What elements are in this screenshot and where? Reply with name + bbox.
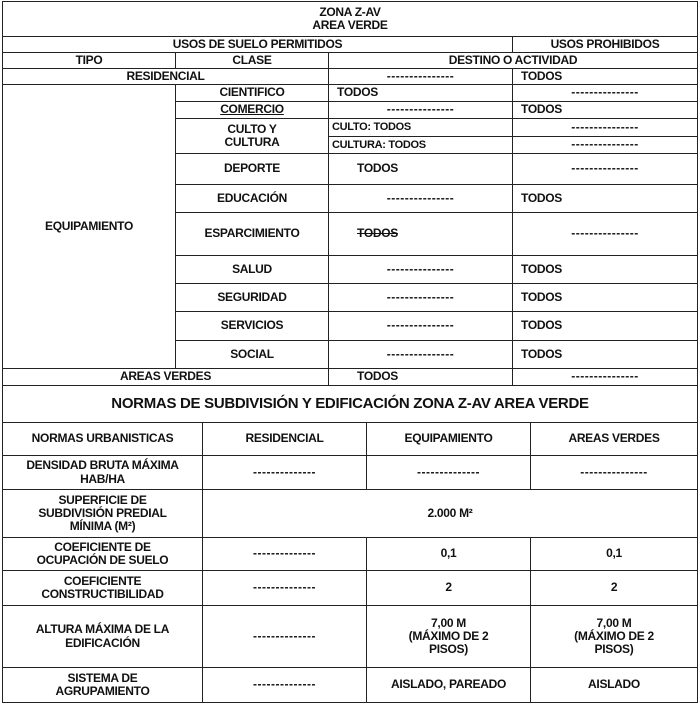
clase-cientifico: CIENTIFICO [175, 84, 329, 102]
salud-permitted: --------------- [328, 255, 513, 284]
norms-header-normas: NORMAS URBANISTICAS [2, 422, 203, 456]
salud-prohibited: TODOS [512, 255, 698, 284]
areas-verdes-permitted: TODOS [328, 368, 513, 386]
agrupamiento-residencial: -------------- [202, 667, 367, 703]
culto-prohibited: --------------- [512, 118, 698, 137]
seguridad-prohibited: TODOS [512, 283, 698, 312]
densidad-equipamiento: -------------- [366, 455, 531, 490]
cos-areas-verdes: 0,1 [530, 537, 698, 571]
agrupamiento-equipamiento: AISLADO, PAREADO [366, 667, 531, 703]
densidad-residencial: -------------- [202, 455, 367, 490]
cientifico-prohibited: --------------- [512, 84, 698, 102]
constructibilidad-residencial: -------------- [202, 570, 367, 606]
cos-residencial: -------------- [202, 537, 367, 571]
equipamiento-label: EQUIPAMIENTO [2, 84, 176, 369]
cientifico-permitted: TODOS [328, 84, 513, 102]
constructibilidad-areas-verdes: 2 [530, 570, 698, 606]
culto-permitted: CULTO: TODOS [328, 118, 513, 137]
social-prohibited: TODOS [512, 340, 698, 369]
agrupamiento-areas-verdes: AISLADO [530, 667, 698, 703]
densidad-areas-verdes: --------------- [530, 455, 698, 490]
altura-label: ALTURA MÁXIMA DE LA EDIFICACIÓN [2, 605, 203, 668]
densidad-label: DENSIDAD BRUTA MÁXIMA HAB/HA [2, 455, 203, 490]
educacion-prohibited: TODOS [512, 184, 698, 213]
comercio-prohibited: TODOS [512, 101, 698, 119]
cultura-prohibited: --------------- [512, 136, 698, 154]
superficie-value: 2.000 M² [202, 489, 698, 538]
areas-verdes-label: AREAS VERDES [2, 368, 329, 386]
deporte-prohibited: --------------- [512, 153, 698, 185]
col-destino: DESTINO O ACTIVIDAD [328, 52, 698, 69]
zone-title [2, 1, 698, 37]
superficie-label: SUPERFICIE DE SUBDIVISIÓN PREDIAL MÍNIMA (M²) [2, 489, 203, 538]
norms-title: NORMAS DE SUBDIVISIÓN Y EDIFICACIÓN ZONA Z-AV AREA VERDE [2, 385, 698, 423]
altura-equipamiento: 7,00 M (MÁXIMO DE 2 PISOS) [366, 605, 531, 668]
altura-residencial: -------------- [202, 605, 367, 668]
clase-deporte: DEPORTE [175, 153, 329, 185]
norms-header-equipamiento: EQUIPAMIENTO [366, 422, 531, 456]
norms-header-residencial: RESIDENCIAL [202, 422, 367, 456]
clase-esparcimiento: ESPARCIMIENTO [175, 212, 329, 256]
comercio-permitted: --------------- [328, 101, 513, 119]
residencial-prohibited: TODOS [512, 68, 698, 85]
col-clase: CLASE [175, 52, 329, 69]
servicios-prohibited: TODOS [512, 311, 698, 341]
clase-educacion: EDUCACIÓN [175, 184, 329, 213]
areas-verdes-prohibited: --------------- [512, 368, 698, 386]
zone-code: ZONA Z-AV [319, 4, 381, 19]
esparcimiento-prohibited: --------------- [512, 212, 698, 256]
residencial-permitted: --------------- [328, 68, 513, 85]
servicios-permitted: --------------- [328, 311, 513, 341]
residencial-label: RESIDENCIAL [2, 68, 329, 85]
constructibilidad-label: COEFICIENTE CONSTRUCTIBILIDAD [2, 570, 203, 606]
col-tipo: TIPO [2, 52, 176, 69]
social-permitted: --------------- [328, 340, 513, 369]
clase-servicios: SERVICIOS [175, 311, 329, 341]
norms-header-areas-verdes: AREAS VERDES [530, 422, 698, 456]
clase-seguridad: SEGURIDAD [175, 283, 329, 312]
educacion-permitted: --------------- [328, 184, 513, 213]
seguridad-permitted: --------------- [328, 283, 513, 312]
agrupamiento-label: SISTEMA DE AGRUPAMIENTO [2, 667, 203, 703]
cos-label: COEFICIENTE DE OCUPACIÓN DE SUELO [2, 537, 203, 571]
altura-areas-verdes: 7,00 M (MÁXIMO DE 2 PISOS) [530, 605, 698, 668]
deporte-permitted: TODOS [328, 153, 513, 185]
clase-social: SOCIAL [175, 340, 329, 369]
cos-equipamiento: 0,1 [366, 537, 531, 571]
constructibilidad-equipamiento: 2 [366, 570, 531, 606]
zone-name: AREA VERDE [312, 18, 388, 32]
esparcimiento-permitted: TODOS [328, 212, 513, 256]
clase-salud: SALUD [175, 255, 329, 284]
permitted-header: USOS DE SUELO PERMITIDOS [2, 36, 513, 53]
prohibited-header: USOS PROHIBIDOS [512, 36, 698, 53]
clase-culto-cultura: CULTO Y CULTURA [175, 118, 329, 154]
cultura-permitted: CULTURA: TODOS [328, 136, 513, 154]
clase-comercio: COMERCIO [175, 101, 329, 119]
